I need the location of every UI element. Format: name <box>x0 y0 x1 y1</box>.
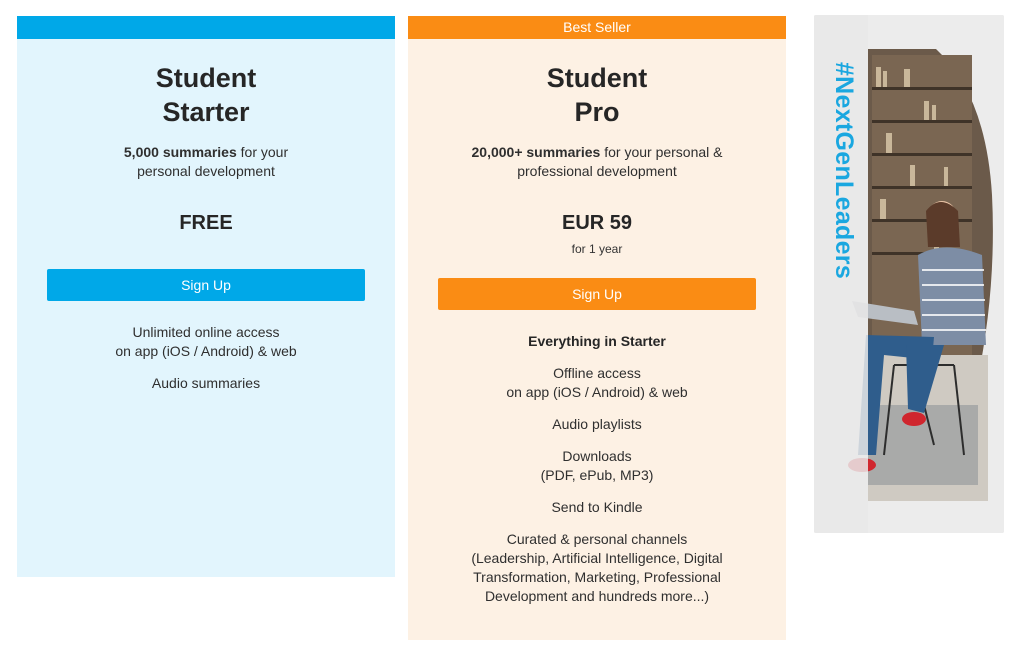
feature-item: Unlimited online access on app (iOS / Android) & web <box>115 324 297 359</box>
feature-list <box>17 323 395 393</box>
feature-list <box>408 332 786 606</box>
best-seller-badge: Best Seller <box>408 16 786 39</box>
feature-item: Curated & personal channels (Leadership, Artificial Intelligence, Digital Transformation, Marketing, Professional Development and hundreds more...) <box>471 531 723 604</box>
plan-card-student-starter <box>17 16 395 577</box>
summary-count: 20,000+ summaries <box>471 144 601 160</box>
plan-title: Student Starter <box>155 63 257 127</box>
plan-description: 5,000 summaries for your personal development <box>123 144 289 179</box>
sign-up-button-pro[interactable]: Sign Up <box>438 278 756 310</box>
feature-item: Offline access on app (iOS / Android) & web <box>506 365 688 400</box>
feature-item: Send to Kindle <box>551 499 643 515</box>
plan-description: 20,000+ summaries for your personal & professional development <box>471 144 723 179</box>
plan-title: Student Pro <box>546 63 648 127</box>
plan-header-bar <box>17 16 395 39</box>
plan-price: FREE <box>179 212 233 234</box>
price-period: for 1 year <box>571 242 623 256</box>
summary-count: 5,000 summaries <box>123 144 237 160</box>
feature-item: Downloads (PDF, ePub, MP3) <box>540 448 654 483</box>
sign-up-button-starter[interactable]: Sign Up <box>47 269 365 301</box>
hashtag-text: #NextGenLeaders <box>830 61 859 279</box>
promo-banner <box>814 15 1004 533</box>
plan-price: EUR 59 <box>561 212 633 234</box>
features-heading: Everything in Starter <box>528 333 666 349</box>
feature-item: Audio summaries <box>151 375 261 391</box>
plan-card-student-pro <box>408 16 786 640</box>
feature-item: Audio playlists <box>552 416 642 432</box>
